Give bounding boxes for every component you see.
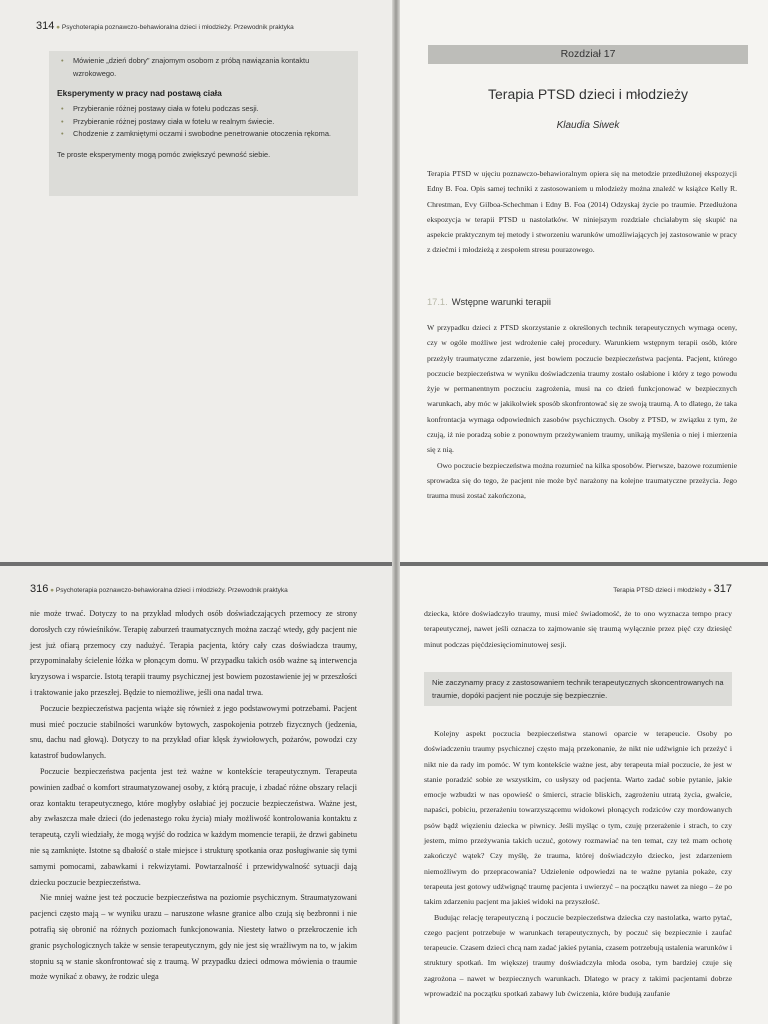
- running-header: [30, 583, 288, 595]
- tip-box: [49, 51, 358, 196]
- book-gutter: [392, 0, 400, 1024]
- page-number: 314: [36, 20, 55, 32]
- header-title: Terapia PTSD dzieci i młodzieży: [613, 587, 707, 594]
- intro-paragraph: [427, 166, 737, 258]
- body-text: [30, 606, 357, 985]
- page-number: 316: [30, 583, 49, 595]
- page-314: [0, 0, 392, 562]
- header-title: Psychoterapia poznawczo-behawioralna dzieci i młodzieży. Przewodnik praktyka: [55, 587, 288, 594]
- paragraph: Owo poczucie bezpieczeństwa można rozumieć na kilka sposobów. Pierwsze, bazowe rozumienie sprowadza się do tego, że pacjent nie może być narażony na kolejne traumatyczne przeżycia. Jego trauma musi zostać zakończona,: [427, 460, 737, 501]
- body-text: [424, 726, 732, 1001]
- paragraph: nie może trwać. Dotyczy to na przykład młodych osób doświadczających przemocy ze strony dorosłych czy rówieśników. Terapię zaburzeń traumatycznych można zacząć wtedy, gdy pacjent nie jest już ofiarą przemocy czy nadużyć. Terapia pacjenta, który cały czas doświadcza traumy, przypominałaby ścielenie łóżka w płonącym domu. W przypadku takich osób ważne są interwencja kryzysowa i wsparcie. Istotą terapii traumy psychicznej jest bowiem pozostawienie jej w przeszłości i traktowanie jako przeszłej. Będzie to niemożliwe, jeśli ona nadal trwa.: [30, 609, 357, 697]
- paragraph: Terapia PTSD w ujęciu poznawczo-behawioralnym opiera się na metodzie przedłużonej ekspozycji Edny B. Foa. Opis samej techniki z zastosowaniem u młodzieży można znaleźć w książce Kelly R. Chrestman, Evy Gilboa-Schechman i Edny B. Foa (2014) Odzyskaj życie po traumie. Przedłużona ekspozycja w terapii PTSD u nastolatków. W niniejszym rozdziale chciałabym się skupić na aspekcie praktycznym tej metody i stworzeniu warunków umożliwiających jej zastosowanie w pracy z dziećmi i młodzieżą z zespołem stresu pourazowego.: [427, 169, 737, 255]
- bullet-dot-icon: ●: [707, 587, 714, 594]
- paragraph: Nie mniej ważne jest też poczucie bezpieczeństwa na poziomie psychicznym. Straumatyzowani pacjenci często mają – w wyniku urazu – naruszone własne granice albo czują się bezbronni i nie potrafią się obronić na różnych poziomach funkcjonowania. Niestety łatwo o przekroczenie ich granic psychologicznych także w sensie terapeutycznym, gdy nie jest się wrażliwym na to, w jakim stopniu są w stanie skonfrontować się z traumą. W przypadku dzieci odmowa mówienia o traumie może wynikać z obawy, że rodzic ulega: [30, 893, 357, 982]
- paragraph: Poczucie bezpieczeństwa pacjenta jest też ważne w kontekście terapeutycznym. Terapeuta powinien zadbać o komfort straumatyzowanej osoby, z którą pracuje, i zbadać różne obszary relacji oraz kontaktu terapeutycznego, które mogłyby osłabiać jej poczucie bezpieczeństwa. Ważne jest, aby zwłaszcza małe dzieci (do jedenastego roku życia) miały możliwość kontrolowania kontaktu z terapeutą, czyli wiedziały, że mogą wyjść do rodzica w każdym momencie terapii, że drzwi gabinetu nie są zamknięte. Istotne są dbałość o stałe miejsce i strukturę spotkania oraz posługiwanie się tymi samymi pomocami, zabawkami i rekwizytami. Powtarzalność i przewidywalność sytuacji dają dziecku poczucie bezpieczeństwa.: [30, 766, 357, 887]
- chapter-17-page: [400, 0, 768, 562]
- chapter-title: Terapia PTSD dzieci i młodzieży: [488, 86, 688, 102]
- section-heading: [427, 297, 551, 307]
- bullet-dot-icon: ●: [50, 587, 56, 594]
- running-header: [613, 583, 732, 595]
- page-316: [0, 566, 392, 1024]
- section-number: 17.1.: [427, 297, 448, 307]
- box-footer-text: Te proste eksperymenty mogą pomóc zwiększyć pewność siebie.: [57, 149, 271, 159]
- body-text: [427, 320, 737, 504]
- box-list-item: • Mówienie „dzień dobry” znajomym osobom z próbą nawiązania kontaktu wzrokowego.: [57, 55, 348, 80]
- section-title: Wstępne warunki terapii: [451, 297, 551, 307]
- page-317: [400, 566, 768, 1024]
- paragraph: Budując relację terapeutyczną i poczucie bezpieczeństwa dziecka czy nastolatka, warto pytać, czego pacjent potrzebuje w warunkach terapeutycznych, by poczuć się bezpiecznie i zaufać terapeucie. Czasem dzieci chcą nam zadać jakieś pytania, czasem potrzebują ustalenia warunków i struktury spotkań. Im większej traumy doświadczyła młoda osoba, tym bardziej czuje się zagrożona – nawet w bezpiecznych warunkach. Dlatego w pracy z takimi pacjentami dobrze wprowadzić na początku spotkań zabawy lub ćwiczenia, które budują zaufanie: [424, 912, 732, 999]
- chapter-author: Klaudia Siwek: [556, 120, 620, 131]
- chapter-label: Rozdział 17: [428, 45, 748, 64]
- paragraph: Poczucie bezpieczeństwa pacjenta wiąże się również z jego podstawowymi potrzebami. Pacjent musi mieć poczucie stabilności warunków bytowych, zaspokojenia potrzeb fizycznych (jedzenia, snu, dachu nad głową). Dotyczy to na przykład ofiar klęsk żywiołowych, pożarów, powodzi czy katastrof budowlanych.: [30, 703, 357, 761]
- running-header: [36, 20, 294, 32]
- header-title: Psychoterapia poznawczo-behawioralna dzieci i młodzieży. Przewodnik praktyka: [61, 24, 294, 31]
- box-list-item: • Przybieranie różnej postawy ciała w fotelu w realnym świecie.: [57, 116, 348, 129]
- bullet-dot-icon: ●: [56, 24, 62, 31]
- paragraph: dziecka, które doświadczyło traumy, musi mieć świadomość, że to ono wyznacza tempo pracy terapeutycznej, nawet jeśli oznacza to zajmowanie się traumą wyłącznie przez pięć czy dziesięć minut podczas pięćdziesięciominutowej sesji.: [424, 609, 732, 649]
- callout-box: Nie zaczynamy pracy z zastosowaniem technik terapeutycznych skoncentrowanych na traumie, dopóki pacjent nie poczuje się bezpiecznie.: [424, 672, 732, 706]
- box-heading: Eksperymenty w pracy nad postawą ciała: [57, 88, 222, 99]
- paragraph: W przypadku dzieci z PTSD skorzystanie z określonych technik terapeutycznych wymaga oceny, czy w ogóle możliwe jest wdrożenie całej procedury. Warunkiem wstępnym terapii osób, które przeżyły traumatyczne zdarzenie, jest bowiem poczucie bezpieczeństwa pacjenta. Pacjent, którego poczucie bezpieczeństwa w wyniku doświadczenia traumy zostało osłabione i który z tego powodu żyje w permanentnym poczuciu zagrożenia, musi na co dzień funkcjonować w bezpiecznych warunkach, aby móc w jakikolwiek sposób skonfrontować się ze swoją traumą. A to dlatego, że taka konfrontacja wymaga odpowiednich zasobów psychicznych. Osoby z PTSD, w związku z tym, że czują, iż nie poradzą sobie z ponownym przeżywaniem traumy, unikają myślenia o niej i mierzenia się z nią.: [427, 323, 737, 455]
- page-number: 317: [713, 583, 732, 595]
- paragraph: Kolejny aspekt poczucia bezpieczeństwa stanowi oparcie w terapeucie. Osoby po doświadczeniu traumy psychicznej często mają przekonanie, że nikt nie udźwignie ich przeżyć i nikt nie da rady im pomóc. W tym kontekście ważne jest, aby terapeuta miał poczucie, że jest w stanie poradzić sobie ze wszystkim, co usłyszy od pacjenta. Warto zadać sobie pytanie, jakie emocje wzbudzi w nas opowieść o śmierci, stracie bliskich, zagrożeniu utratą życia, gwałcie, napaści, pobiciu, przerażeniu towarzyszącemu widokowi płonących rodziców czy mordowanych psów bądź więzieniu dziecka w piwnicy. Jeśli myśląc o tym, czuję przerażenie i strach, to czy jestem, mimo przeżywania takich uczuć, gotowy rozmawiać na ten temat, czy też mam ochotę zakończyć wątek? Czy myślę, że trauma, której doświadczyło dziecko, jest zdarzeniem niemożliwym do przepracowania? Udzielenie odpowiedzi na te ważne pytania pokaże, czy terapeuta jest gotowy udźwignąć traumę pacjenta i uwierzyć – na początku nawet za niego – że po takim zdarzeniu pacjent ma jakieś widoki na przyszłość.: [424, 729, 732, 907]
- intro-paragraph: [424, 606, 732, 652]
- box-list-item: • Przybieranie różnej postawy ciała w fotelu podczas sesji.: [57, 103, 348, 116]
- box-list-item: • Chodzenie z zamkniętymi oczami i swobodne penetrowanie otoczenia rękoma.: [57, 128, 348, 141]
